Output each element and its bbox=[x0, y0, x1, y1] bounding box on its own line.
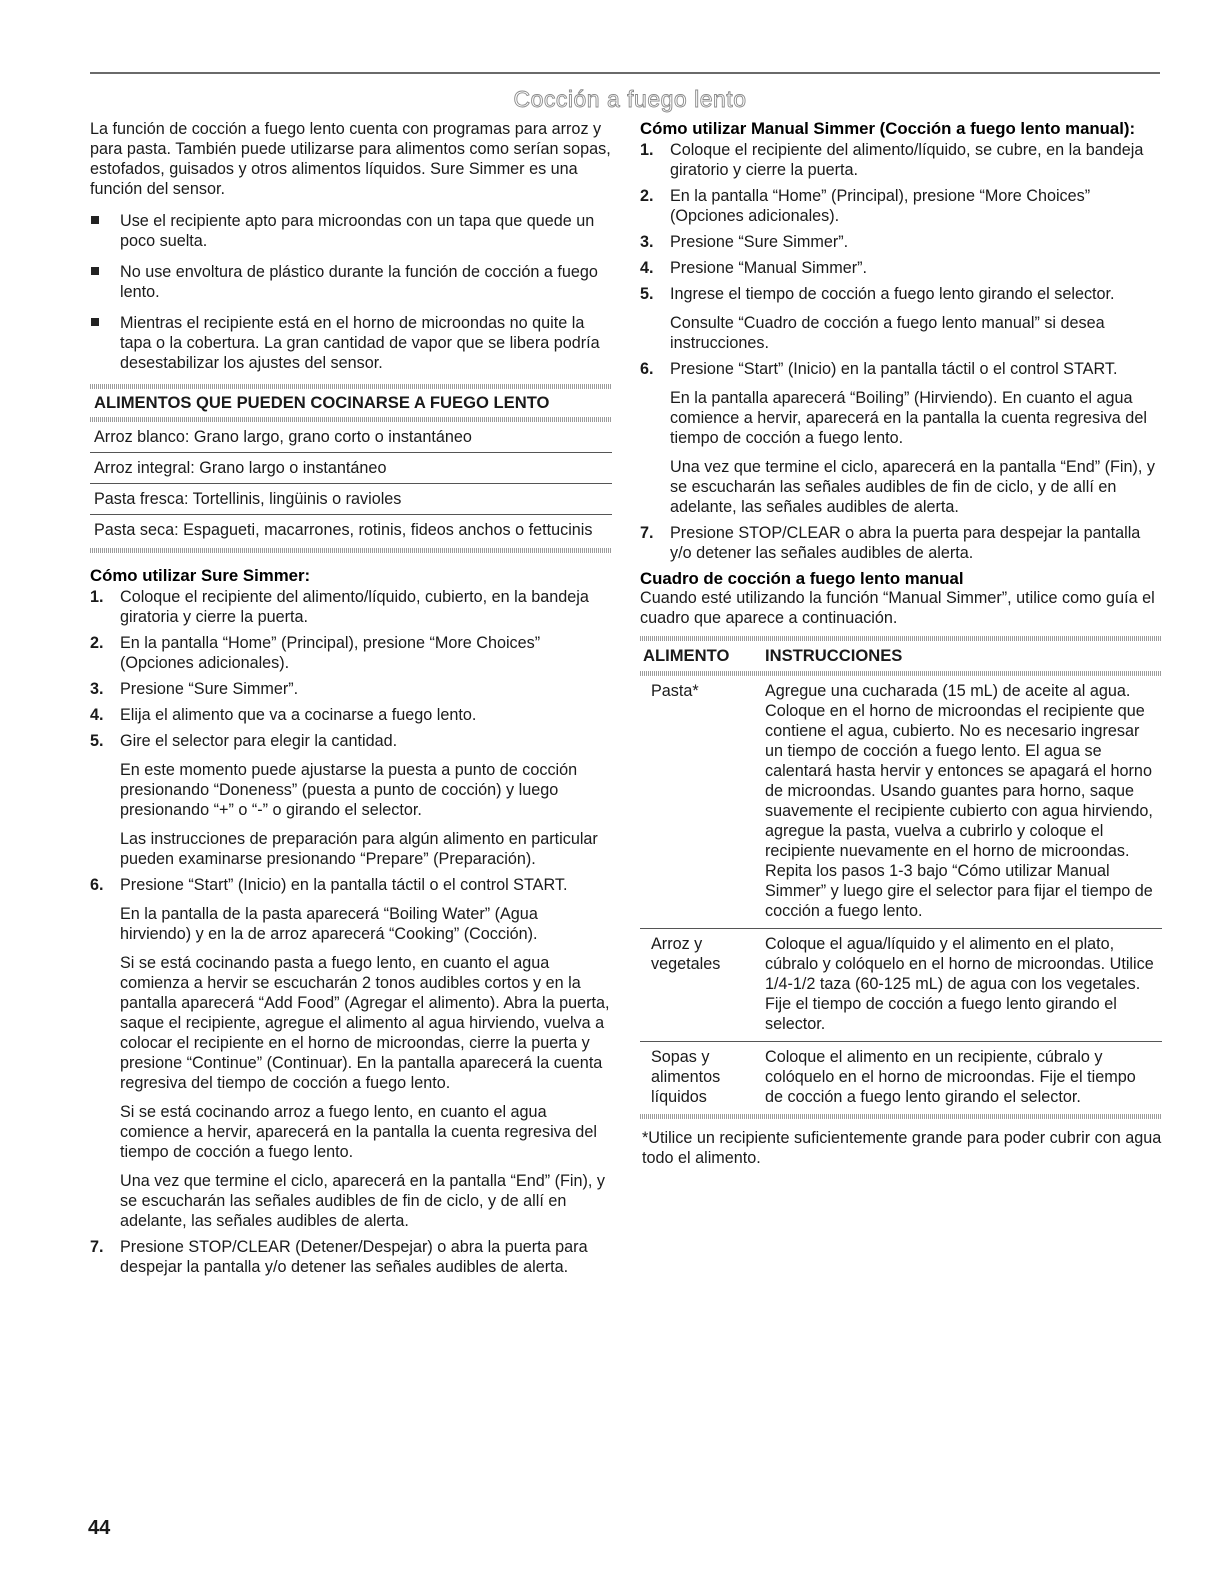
manual-simmer-steps bbox=[640, 140, 1162, 563]
table-row bbox=[640, 676, 1162, 929]
step-text: Presione “Sure Simmer”. bbox=[120, 680, 299, 698]
table-row bbox=[640, 929, 1162, 1042]
step-number: 3. bbox=[640, 233, 654, 251]
sure-simmer-heading: Cómo utilizar Sure Simmer: bbox=[90, 566, 311, 585]
step-item bbox=[90, 633, 612, 673]
left-column bbox=[90, 119, 612, 1283]
bullet-item: Mientras el recipiente está en el horno de microondas no quite la tapa o la cobertura. La gran cantidad de vapor que se libera podría desestabilizar los ajustes del sensor. bbox=[90, 313, 612, 373]
page-title: Cocción a fuego lento bbox=[513, 86, 747, 112]
step-number: 7. bbox=[90, 1238, 104, 1256]
sure-simmer-steps bbox=[90, 587, 612, 1277]
step-text: Presione “Start” (Inicio) en la pantalla táctil o el control START. bbox=[670, 360, 1118, 378]
step-item bbox=[90, 679, 612, 699]
step-item bbox=[640, 140, 1162, 180]
manual-chart-table bbox=[640, 636, 1162, 1119]
manual-chart-heading: Cuadro de cocción a fuego lento manual bbox=[640, 569, 964, 588]
step-number: 1. bbox=[90, 588, 104, 606]
right-column bbox=[640, 119, 1162, 1168]
step-text: Presione STOP/CLEAR o abra la puerta para despejar la pantalla y/o detener las señales audibles de alerta. bbox=[670, 524, 1141, 562]
step-text: Ingrese el tiempo de cocción a fuego lento girando el selector. bbox=[670, 285, 1115, 303]
step-item bbox=[90, 705, 612, 725]
step-number: 7. bbox=[640, 524, 654, 542]
step-detail: En la pantalla aparecerá “Boiling” (Hirviendo). En cuanto el agua comience a hervir, aparecerá en la pantalla la cuenta regresiva del tiempo de cocción a fuego lento. bbox=[670, 389, 1147, 447]
step-text: En la pantalla “Home” (Principal), presione “More Choices” (Opciones adicionales). bbox=[120, 634, 541, 672]
step-detail: Una vez que termine el ciclo, aparecerá en la pantalla “End” (Fin), y se escucharán las señales audibles de fin de ciclo, y de allí en adelante, las señales audibles de alerta. bbox=[670, 458, 1155, 516]
step-item bbox=[640, 232, 1162, 252]
step-item bbox=[640, 523, 1162, 563]
column-header-instructions: INSTRUCCIONES bbox=[765, 646, 903, 665]
step-item bbox=[640, 284, 1162, 353]
step-item bbox=[90, 731, 612, 869]
step-number: 4. bbox=[90, 706, 104, 724]
step-detail: Las instrucciones de preparación para algún alimento en particular pueden examinarse presionando “Prepare” (Preparación). bbox=[120, 830, 598, 868]
instructions-cell: Coloque el agua/líquido y el alimento en el plato, cúbralo y colóquelo en el horno de microondas. Utilice 1/4-1/2 taza (60-125 mL) de agua con los vegetales. Fije el tiempo de cocción a fuego lento girando el selector. bbox=[765, 935, 1154, 1033]
step-text: Coloque el recipiente del alimento/líquido, se cubre, en la bandeja giratorio y cierre la puerta. bbox=[670, 141, 1144, 179]
chart-footnote: *Utilice un recipiente suficientemente grande para poder cubrir con agua todo el alimento. bbox=[642, 1129, 1162, 1167]
step-detail: Consulte “Cuadro de cocción a fuego lento manual” si desea instrucciones. bbox=[670, 314, 1105, 352]
step-text: Presione STOP/CLEAR (Detener/Despejar) o abra la puerta para despejar la pantalla y/o detener las señales audibles de alerta. bbox=[120, 1238, 588, 1276]
table-row: Pasta fresca: Tortellinis, lingüinis o ravioles bbox=[90, 484, 612, 515]
step-item bbox=[90, 1237, 612, 1277]
table-hatch-rule bbox=[90, 548, 612, 553]
step-detail: Si se está cocinando pasta a fuego lento, en cuanto el agua comienza a hervir se escucharán 2 tonos audibles cortos y en la pantalla aparecerá “Add Food” (Agregar el alimento). Abra la puerta, saque el recipiente, agregue el alimento al agua hirviendo, vuelva a colocar el recipiente en el horno de microondas, cierre la puerta y presione “Continue” (Continuar). En la pantalla aparecerá la cuenta regresiva del tiempo de cocción a fuego lento. bbox=[120, 954, 610, 1092]
step-number: 4. bbox=[640, 259, 654, 277]
step-text: Gire el selector para elegir la cantidad. bbox=[120, 732, 398, 750]
step-text: Coloque el recipiente del alimento/líquido, cubierto, en la bandeja giratoria y cierre la puerta. bbox=[120, 588, 589, 626]
step-text: Presione “Sure Simmer”. bbox=[670, 233, 849, 251]
instructions-cell: Agregue una cucharada (15 mL) de aceite al agua. Coloque en el horno de microondas el recipiente que contiene el agua, cubierto. No es necesario ingresar un tiempo de cocción a fuego lento. El agua se calentará hasta hervir y entonces se apagará el horno de microondas. Usando guantes para horno, saque suavemente el recipiente cubierto con agua hirviendo, agregue la pasta, vuelva a cubrirlo y coloque el recipiente nuevamente en el horno de microondas. Repita los pasos 1-3 bajo “Cómo utilizar Manual Simmer” y luego gire el selector para fijar el tiempo de cocción a fuego lento. bbox=[765, 682, 1153, 920]
simmer-foods-table bbox=[90, 384, 612, 553]
intro-paragraph: La función de cocción a fuego lento cuenta con programas para arroz y para pasta. También puede utilizarse para alimentos como serían sopas, estofados, guisados y otros alimentos líquidos. Sure Simmer es una función del sensor. bbox=[90, 120, 611, 198]
step-number: 3. bbox=[90, 680, 104, 698]
food-cell: Arroz y vegetales bbox=[651, 935, 721, 973]
step-item bbox=[90, 587, 612, 627]
step-number: 2. bbox=[90, 634, 104, 652]
table-row: Pasta seca: Espagueti, macarrones, rotinis, fideos anchos o fettucinis bbox=[94, 521, 593, 539]
step-detail: En este momento puede ajustarse la puesta a punto de cocción presionando “Doneness” (puesta a punto de cocción) y luego presionando “+” o “-” o girando el selector. bbox=[120, 761, 578, 819]
column-header-food: ALIMENTO bbox=[643, 646, 730, 665]
table-row: Arroz integral: Grano largo o instantáneo bbox=[90, 453, 612, 484]
step-number: 6. bbox=[90, 876, 104, 894]
step-text: Presione “Start” (Inicio) en la pantalla táctil o el control START. bbox=[120, 876, 568, 894]
table-row: Arroz blanco: Grano largo, grano corto o instantáneo bbox=[90, 422, 612, 453]
step-number: 2. bbox=[640, 187, 654, 205]
table-header: ALIMENTOS QUE PUEDEN COCINARSE A FUEGO LENTO bbox=[94, 393, 550, 412]
step-item bbox=[90, 875, 612, 1231]
food-cell: Pasta* bbox=[651, 682, 699, 700]
table-row bbox=[640, 1042, 1162, 1114]
page-number: 44 bbox=[88, 1517, 111, 1539]
step-text: Elija el alimento que va a cocinarse a fuego lento. bbox=[120, 706, 477, 724]
instructions-cell: Coloque el alimento en un recipiente, cúbralo y colóquelo en el horno de microondas. Fije el tiempo de cocción a fuego lento girando el selector. bbox=[765, 1048, 1136, 1106]
bullet-item: No use envoltura de plástico durante la función de cocción a fuego lento. bbox=[90, 262, 612, 302]
step-item bbox=[640, 359, 1162, 517]
food-cell: Sopas y alimentos líquidos bbox=[651, 1048, 721, 1106]
step-text: Presione “Manual Simmer”. bbox=[670, 259, 868, 277]
bullet-item: Use el recipiente apto para microondas con un tapa que quede un poco suelta. bbox=[90, 211, 612, 251]
step-detail: Si se está cocinando arroz a fuego lento, en cuanto el agua comience a hervir, aparecerá en la pantalla la cuenta regresiva del tiempo de cocción a fuego lento. bbox=[120, 1103, 597, 1161]
step-number: 5. bbox=[90, 732, 104, 750]
step-item bbox=[640, 186, 1162, 226]
step-item bbox=[640, 258, 1162, 278]
manual-chart-intro: Cuando esté utilizando la función “Manual Simmer”, utilice como guía el cuadro que aparece a continuación. bbox=[640, 589, 1155, 627]
step-number: 6. bbox=[640, 360, 654, 378]
top-rule bbox=[90, 72, 1160, 74]
table-hatch-rule bbox=[640, 1114, 1162, 1119]
table-header bbox=[640, 641, 1162, 671]
step-detail: Una vez que termine el ciclo, aparecerá en la pantalla “End” (Fin), y se escucharán las señales audibles de fin de ciclo, y de allí en adelante, las señales audibles de alerta. bbox=[120, 1172, 605, 1230]
step-number: 1. bbox=[640, 141, 654, 159]
step-text: En la pantalla “Home” (Principal), presione “More Choices” (Opciones adicionales). bbox=[670, 187, 1091, 225]
bullet-list bbox=[90, 211, 612, 373]
step-detail: En la pantalla de la pasta aparecerá “Boiling Water” (Agua hirviendo) y en la de arroz aparecerá “Cooking” (Cocción). bbox=[120, 905, 538, 943]
step-number: 5. bbox=[640, 285, 654, 303]
manual-simmer-heading: Cómo utilizar Manual Simmer (Cocción a fuego lento manual): bbox=[640, 119, 1136, 138]
